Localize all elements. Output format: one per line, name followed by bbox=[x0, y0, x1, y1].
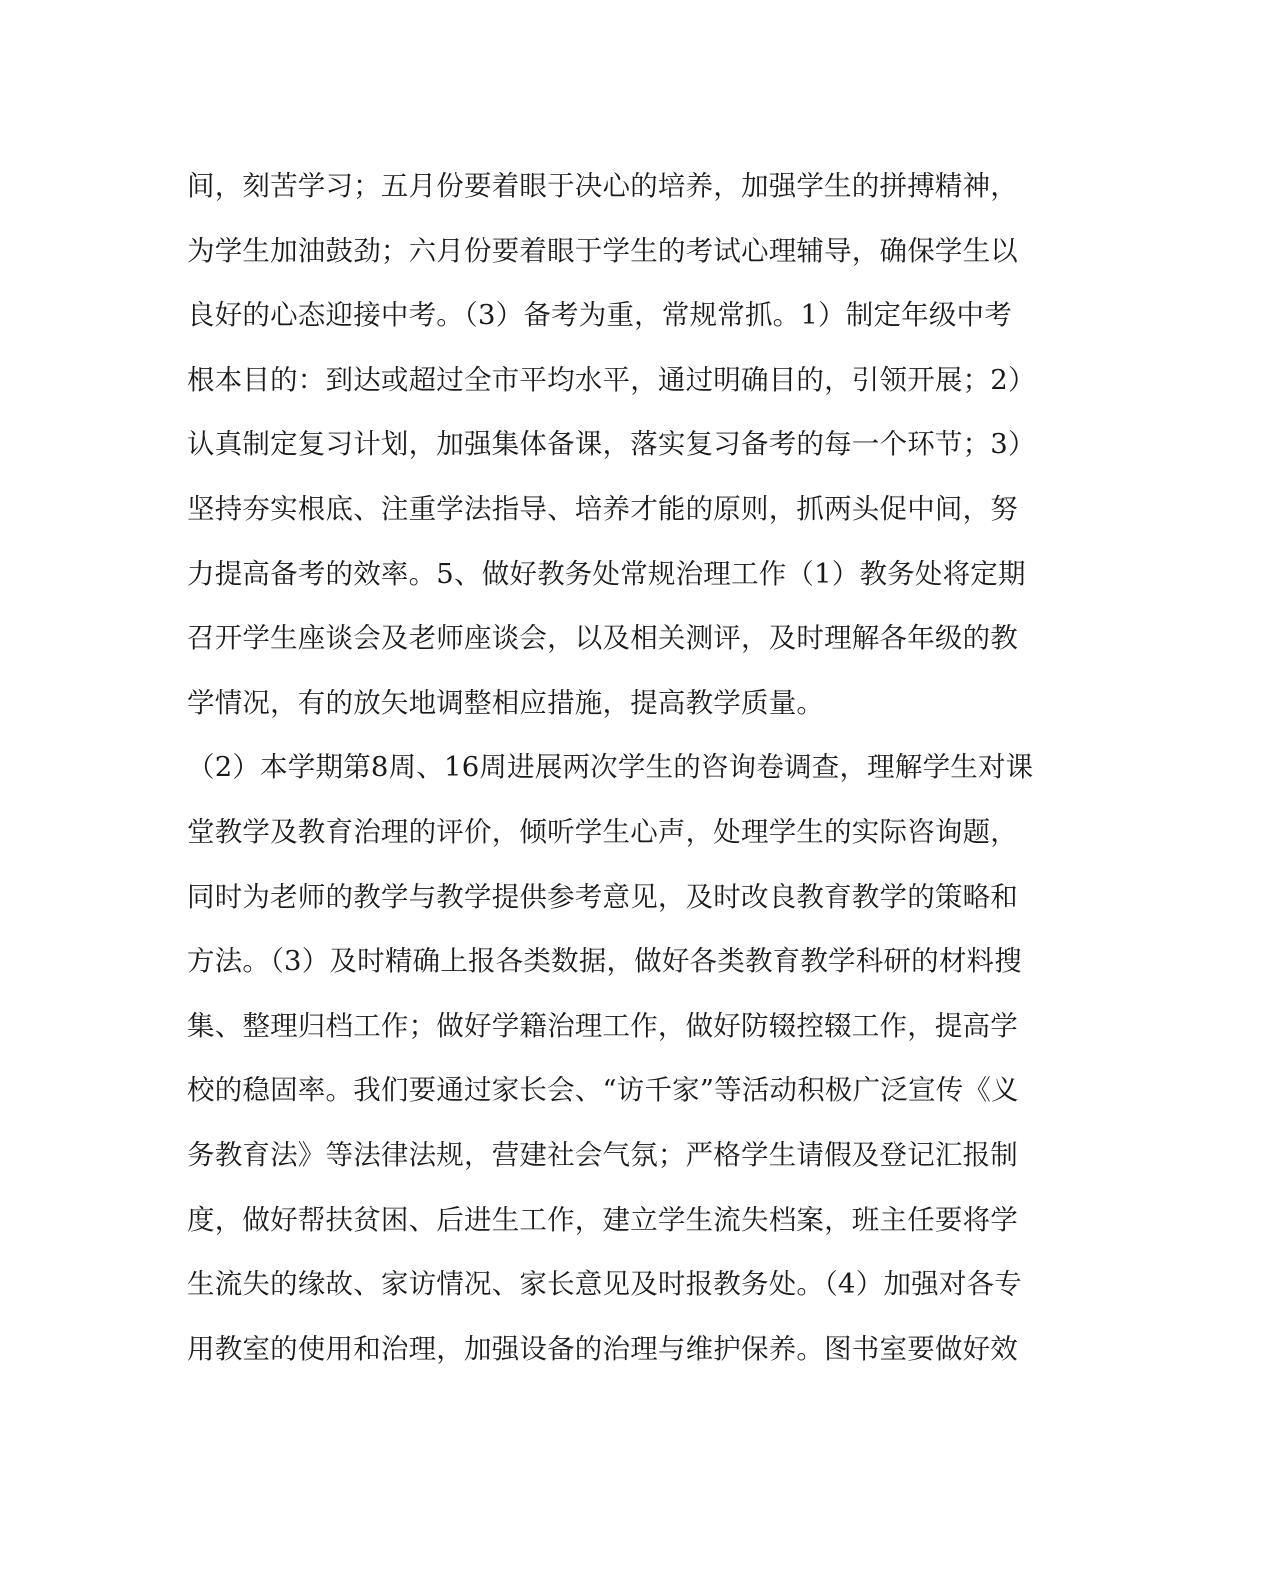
text-line: 为学生加油鼓劲；六月份要着眼于学生的考试心理辅导，确保学生以 bbox=[187, 234, 1018, 267]
text-line: 认真制定复习计划，加强集体备课，落实复习备考的每一个环节；3） bbox=[187, 428, 1036, 461]
text-line: 务教育法》等法律法规，营建社会气氛；严格学生请假及登记汇报制 bbox=[187, 1138, 1018, 1171]
body-text bbox=[187, 154, 1067, 1381]
text-line: 力提高备考的效率。5、做好教务处常规治理工作（1）教务处将定期 bbox=[187, 557, 1026, 590]
text-line: （2）本学期第8周、16周进展两次学生的咨询卷调查，理解学生对课 bbox=[187, 751, 1034, 784]
text-line: 用教室的使用和治理，加强设备的治理与维护保养。图书室要做好效 bbox=[187, 1332, 1018, 1365]
text-line: 召开学生座谈会及老师座谈会，以及相关测评，及时理解各年级的教 bbox=[187, 622, 1018, 655]
text-line: 校的稳固率。我们要通过家长会、“访千家”等活动积极广泛宣传《义 bbox=[187, 1074, 1019, 1107]
text-line: 间，刻苦学习；五月份要着眼于决心的培养，加强学生的拼搏精神， bbox=[187, 170, 1018, 202]
text-line: 方法。（3）及时精确上报各类数据，做好各类教育教学科研的材料搜 bbox=[187, 945, 1022, 978]
text-line: 堂教学及教育治理的评价，倾听学生心声，处理学生的实际咨询题， bbox=[187, 815, 1018, 848]
text-line: 根本目的：到达或超过全市平均水平，通过明确目的，引领开展；2） bbox=[187, 363, 1036, 396]
text-line: 集、整理归档工作；做好学籍治理工作，做好防辍控辍工作，提高学 bbox=[187, 1009, 1018, 1042]
text-line: 学情况，有的放矢地调整相应措施，提高教学质量。 bbox=[187, 686, 825, 719]
text-line: 生流失的缘故、家访情况、家长意见及时报教务处。（4）加强对各专 bbox=[187, 1268, 1022, 1301]
text-line: 良好的心态迎接中考。（3）备考为重，常规常抓。1）制定年级中考 bbox=[187, 299, 1012, 332]
text-line: 同时为老师的教学与教学提供参考意见，及时改良教育教学的策略和 bbox=[187, 880, 1018, 913]
text-line: 坚持夯实根底、注重学法指导、培养才能的原则，抓两头促中间，努 bbox=[187, 492, 1018, 525]
text-line: 度，做好帮扶贫困、后进生工作，建立学生流失档案，班主任要将学 bbox=[187, 1203, 1018, 1236]
